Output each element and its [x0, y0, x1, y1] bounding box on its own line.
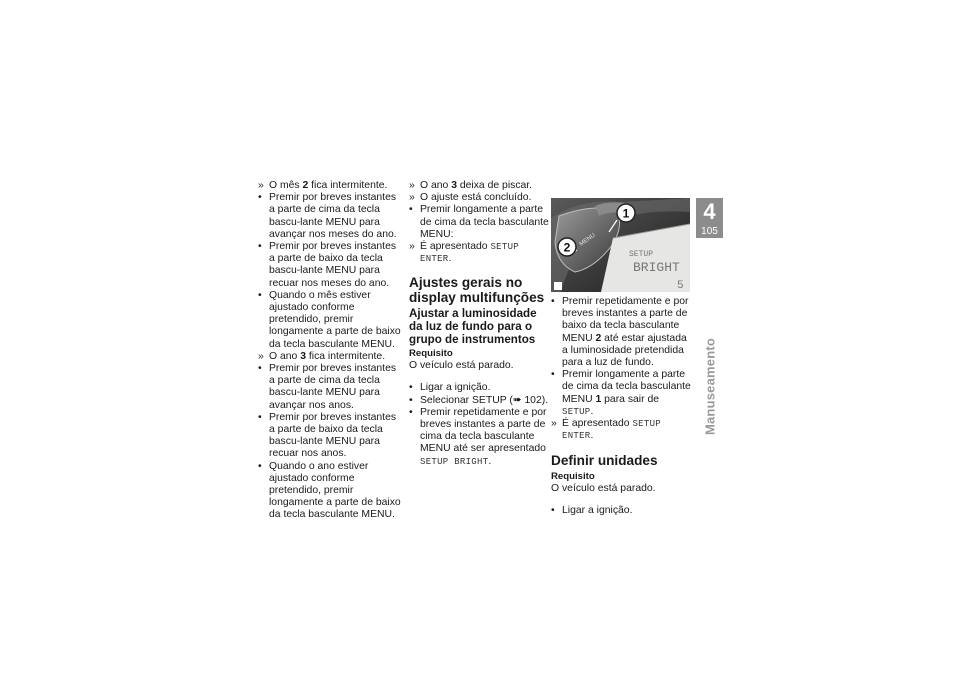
- list-marker: •: [258, 289, 262, 301]
- list-marker: •: [409, 406, 413, 418]
- page-number: 105: [701, 226, 718, 237]
- display-line1: SETUP: [629, 250, 654, 259]
- list-item: • Premir longamente a parte de cima da tecla basculante MENU 1 para sair de SETUP.: [551, 369, 691, 417]
- page-reference-arrow-icon: ➠: [512, 394, 522, 406]
- list-item: • Premir por breves instantes a parte de cima da tecla bascu-lante MENU para avançar nos meses do ano.: [258, 192, 397, 240]
- reference-number: 1: [595, 393, 602, 405]
- requirement-text: O veículo está parado.: [409, 360, 514, 372]
- figure-corner-mark: [554, 282, 562, 290]
- list-item: » É apresentado SETUP ENTER.: [409, 241, 519, 265]
- section-heading: Ajustes gerais no display multifunções: [409, 275, 545, 305]
- list-item: • Quando o ano estiver ajustado conforme pretendido, premir longamente a parte de baixo da tecla basculante MENU.: [258, 460, 401, 521]
- list-item: • Premir longamente a parte de cima da tecla basculante MENU:: [409, 204, 549, 240]
- section-side-label: [700, 338, 720, 458]
- column-3: [551, 296, 691, 517]
- illustration-svg: [551, 198, 690, 292]
- display-value: 5: [677, 280, 684, 292]
- list-marker: •: [551, 369, 555, 381]
- list-marker: •: [551, 296, 555, 307]
- list-item: • Premir repetidamente e por breves instantes a parte de cima da tecla basculante MENU até ser apresentado SETUP BRIGHT.: [409, 406, 547, 467]
- list-item: » É apresentado SETUP ENTER.: [551, 418, 661, 442]
- list-marker: •: [409, 394, 413, 406]
- list-marker: »: [258, 350, 264, 362]
- section-heading: Definir unidades: [551, 453, 658, 469]
- requirement-text: O veículo está parado.: [551, 482, 656, 494]
- list-marker: »: [409, 241, 415, 253]
- reference-number: 3: [451, 180, 457, 191]
- column-2: [409, 180, 549, 468]
- list-item: » O ajuste está concluído.: [409, 192, 532, 204]
- section-name: Manuseamento: [702, 338, 718, 436]
- subsection-heading: Ajustar a luminosidade da luz de fundo para o grupo de instrumentos: [409, 307, 537, 346]
- list-marker: •: [258, 460, 262, 472]
- list-item: • Selecionar SETUP (➠ 102).: [409, 394, 549, 406]
- list-item: • Premir repetidamente e por breves instantes a parte de baixo da tecla basculante MENU 2 até estar ajustada a luminosidade pretendida para a luz de fundo.: [551, 296, 689, 369]
- chapter-tab: 4: [696, 198, 723, 238]
- list-item: • Premir por breves instantes a parte de baixo da tecla bascu-lante MENU para recuar nos anos.: [258, 411, 397, 460]
- list-marker: •: [258, 241, 262, 253]
- list-item: • Premir por breves instantes a parte de cima da tecla bascu-lante MENU para avançar nos anos.: [258, 363, 397, 411]
- list-item: » O mês 2 fica intermitente.: [258, 180, 388, 191]
- list-marker: »: [409, 192, 415, 204]
- requirement-label: Requisito: [551, 470, 595, 482]
- instrument-cluster-illustration: [551, 198, 690, 292]
- list-marker: •: [258, 192, 262, 204]
- reference-number: 2: [302, 180, 309, 191]
- reference-number: 3: [300, 350, 306, 362]
- menu-button-label: MENU: [578, 232, 597, 248]
- list-item: » O ano 3 fica intermitente.: [258, 350, 386, 362]
- requirement-label: Requisito: [409, 348, 453, 360]
- display-code: SETUP ENTER: [562, 419, 661, 442]
- display-code: SETUP BRIGHT: [420, 456, 489, 467]
- list-item: • Ligar a ignição.: [409, 382, 491, 394]
- list-marker: »: [258, 180, 264, 191]
- list-item: • Premir por breves instantes a parte de baixo da tecla bascu-lante MENU para recuar nos meses do ano.: [258, 241, 397, 289]
- list-marker: •: [258, 411, 262, 423]
- list-marker: •: [258, 363, 262, 375]
- display-code: SETUP ENTER: [420, 242, 519, 265]
- callout-2-label: 2: [563, 240, 571, 255]
- callout-1-label: 1: [622, 206, 630, 221]
- display-line2: BRIGHT: [633, 260, 680, 275]
- column-1: [258, 180, 404, 522]
- list-item: » O ano 3 deixa de piscar.: [409, 180, 533, 191]
- list-marker: »: [551, 418, 557, 430]
- list-marker: »: [409, 180, 415, 191]
- list-item: • Ligar a ignição.: [551, 505, 633, 517]
- reference-number: 2: [595, 332, 602, 344]
- list-marker: •: [551, 505, 555, 517]
- list-marker: •: [409, 382, 413, 394]
- display-code: SETUP: [562, 406, 591, 417]
- list-item: • Quando o mês estiver ajustado conforme pretendido, premir longamente a parte de baixo da tecla basculante MENU.: [258, 289, 401, 350]
- list-marker: •: [409, 204, 413, 216]
